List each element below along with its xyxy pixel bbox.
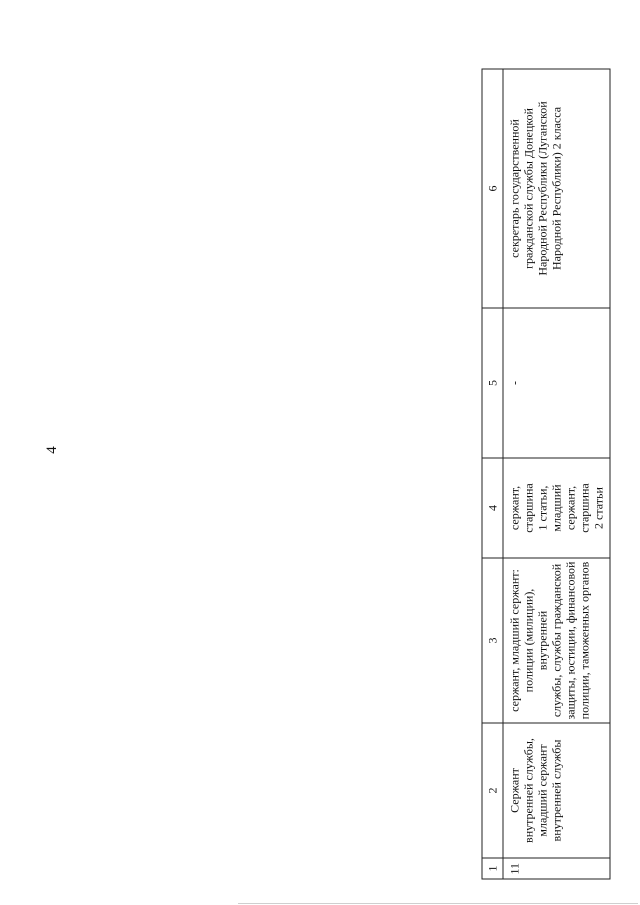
cell-line: внутренней службы, xyxy=(521,737,535,843)
cell-line: сержант, xyxy=(507,485,521,530)
cell-empty-dash: - xyxy=(503,308,610,458)
cell-line: младший сержант, xyxy=(549,483,577,532)
cell-line: Сержант xyxy=(507,767,521,813)
cell-line: старшина xyxy=(577,482,591,533)
header-col-4: 4 xyxy=(482,458,503,558)
cell-civil-service-rank xyxy=(503,69,610,308)
cell-rank-police xyxy=(503,558,610,723)
cell-line: старшина xyxy=(521,482,535,533)
header-col-2: 2 xyxy=(482,723,503,858)
header-col-1: 1 xyxy=(482,858,503,879)
cell-line: внутренней службы xyxy=(549,739,563,841)
cell-line: Народной Республики (Луганской xyxy=(535,100,549,276)
header-col-6: 6 xyxy=(482,69,503,308)
cell-line: Народной Республики) 2 класса xyxy=(549,106,563,270)
table-header-row xyxy=(482,69,503,879)
cell-rank-internal-service xyxy=(503,723,610,858)
table-container xyxy=(481,69,610,879)
header-col-5: 5 xyxy=(482,308,503,458)
cell-rank-military xyxy=(503,458,610,558)
cell-line: 2 статьи xyxy=(591,486,605,529)
table-row xyxy=(503,69,610,879)
cell-line: полиции, таможенных органов xyxy=(577,561,591,719)
header-col-3: 3 xyxy=(482,558,503,723)
ranks-table xyxy=(481,68,610,879)
cell-line: защиты, юстиции, финансовой xyxy=(563,561,577,719)
cell-line: гражданской службы Донецкой xyxy=(521,107,535,269)
cell-line: сержант, младший сержант: xyxy=(507,568,521,712)
scan-edge-line xyxy=(238,903,638,904)
page-number: 4 xyxy=(44,446,60,454)
cell-line: 1 статьи, xyxy=(535,485,549,530)
cell-line: секретарь государственной xyxy=(507,118,521,258)
cell-line: полиции (милиции), внутренней xyxy=(521,588,549,692)
cell-line: службы, службы гражданской xyxy=(549,563,563,717)
cell-line: младший сержант xyxy=(535,743,549,837)
cell-row-number: 11 xyxy=(503,858,610,879)
